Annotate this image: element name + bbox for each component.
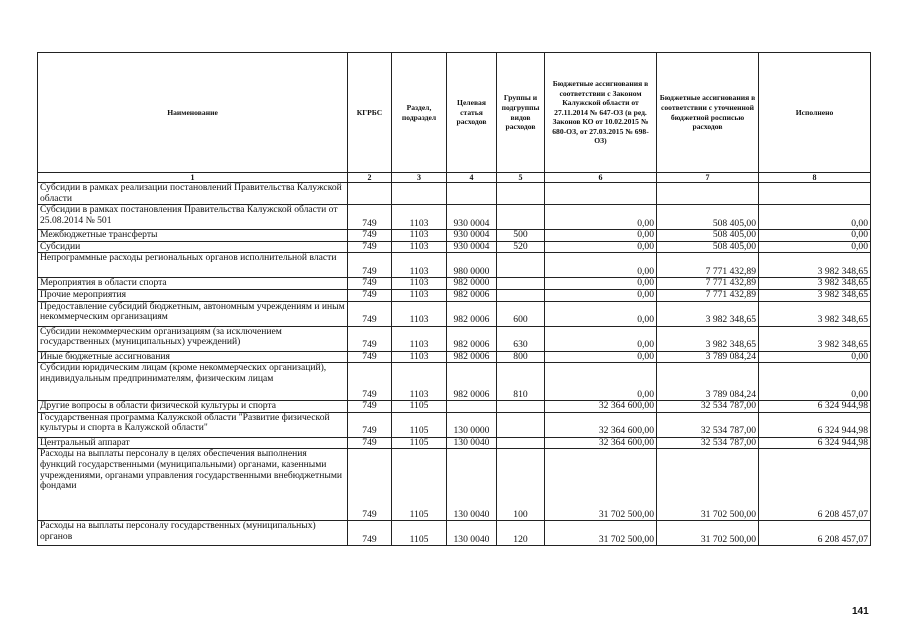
row-expense-type-cell bbox=[497, 205, 545, 230]
row-refined-allocation-cell: 3 789 084,24 bbox=[657, 363, 759, 401]
table-row bbox=[38, 253, 871, 278]
row-name-cell: Другие вопросы в области физической культуры и спорта bbox=[38, 401, 348, 413]
row-kgrbs-cell: 749 bbox=[348, 363, 392, 401]
row-expense-type-cell: 600 bbox=[497, 301, 545, 326]
row-law-allocation-cell: 32 364 600,00 bbox=[545, 437, 657, 449]
column-number: 4 bbox=[447, 173, 497, 183]
row-kgrbs-cell bbox=[348, 183, 392, 205]
row-article-cell: 130 0040 bbox=[447, 521, 497, 546]
row-article-cell: 982 0006 bbox=[447, 301, 497, 326]
row-kgrbs-cell: 749 bbox=[348, 401, 392, 413]
table-row bbox=[38, 278, 871, 290]
column-number: 5 bbox=[497, 173, 545, 183]
row-article-cell bbox=[447, 401, 497, 413]
row-kgrbs-cell: 749 bbox=[348, 230, 392, 242]
page-number: 141 bbox=[852, 606, 869, 617]
row-section-cell: 1105 bbox=[392, 521, 447, 546]
row-article-cell: 130 0040 bbox=[447, 449, 497, 521]
row-kgrbs-cell: 749 bbox=[348, 437, 392, 449]
row-expense-type-cell: 800 bbox=[497, 351, 545, 363]
row-law-allocation-cell: 31 702 500,00 bbox=[545, 449, 657, 521]
row-expense-type-cell bbox=[497, 289, 545, 301]
row-refined-allocation-cell: 7 771 432,89 bbox=[657, 278, 759, 290]
table-row bbox=[38, 437, 871, 449]
row-name-cell: Субсидии в рамках постановления Правительства Калужской области от 25.08.2014 № 501 bbox=[38, 205, 348, 230]
row-section-cell: 1103 bbox=[392, 205, 447, 230]
header-expense-type: Группы и подгруппы видов расходов bbox=[497, 53, 545, 173]
row-name-cell: Субсидии в рамках реализации постановлений Правительства Калужской области bbox=[38, 183, 348, 205]
row-law-allocation-cell: 0,00 bbox=[545, 289, 657, 301]
row-executed-cell: 0,00 bbox=[759, 351, 871, 363]
row-expense-type-cell bbox=[497, 412, 545, 437]
row-name-cell: Прочие мероприятия bbox=[38, 289, 348, 301]
row-section-cell: 1103 bbox=[392, 230, 447, 242]
row-refined-allocation-cell: 508 405,00 bbox=[657, 230, 759, 242]
row-refined-allocation-cell: 7 771 432,89 bbox=[657, 289, 759, 301]
row-law-allocation-cell: 31 702 500,00 bbox=[545, 521, 657, 546]
row-section-cell: 1103 bbox=[392, 278, 447, 290]
row-section-cell: 1103 bbox=[392, 241, 447, 253]
row-article-cell: 930 0004 bbox=[447, 205, 497, 230]
row-refined-allocation-cell: 31 702 500,00 bbox=[657, 449, 759, 521]
row-law-allocation-cell: 0,00 bbox=[545, 278, 657, 290]
budget-table bbox=[37, 52, 871, 546]
row-name-cell: Субсидии юридическим лицам (кроме некоммерческих организаций), индивидуальным предпринимателям, физическим лицам bbox=[38, 363, 348, 401]
row-kgrbs-cell: 749 bbox=[348, 449, 392, 521]
row-kgrbs-cell: 749 bbox=[348, 253, 392, 278]
row-section-cell: 1105 bbox=[392, 412, 447, 437]
row-name-cell: Предоставление субсидий бюджетным, автономным учреждениям и иным некоммерческим организациям bbox=[38, 301, 348, 326]
row-expense-type-cell bbox=[497, 437, 545, 449]
row-section-cell: 1103 bbox=[392, 301, 447, 326]
row-name-cell: Государственная программа Калужской области "Развитие физической культуры и спорта в Калужской области" bbox=[38, 412, 348, 437]
row-kgrbs-cell: 749 bbox=[348, 521, 392, 546]
row-section-cell bbox=[392, 183, 447, 205]
row-section-cell: 1103 bbox=[392, 289, 447, 301]
row-executed-cell: 3 982 348,65 bbox=[759, 278, 871, 290]
row-expense-type-cell bbox=[497, 278, 545, 290]
row-executed-cell: 6 324 944,98 bbox=[759, 401, 871, 413]
row-name-cell: Иные бюджетные ассигнования bbox=[38, 351, 348, 363]
row-kgrbs-cell: 749 bbox=[348, 278, 392, 290]
row-article-cell: 930 0004 bbox=[447, 241, 497, 253]
row-executed-cell: 3 982 348,65 bbox=[759, 289, 871, 301]
row-article-cell: 980 0000 bbox=[447, 253, 497, 278]
row-executed-cell: 3 982 348,65 bbox=[759, 301, 871, 326]
row-kgrbs-cell: 749 bbox=[348, 326, 392, 351]
column-number: 8 bbox=[759, 173, 871, 183]
row-executed-cell: 3 982 348,65 bbox=[759, 326, 871, 351]
row-name-cell: Субсидии bbox=[38, 241, 348, 253]
row-executed-cell: 0,00 bbox=[759, 230, 871, 242]
row-expense-type-cell: 810 bbox=[497, 363, 545, 401]
row-section-cell: 1105 bbox=[392, 401, 447, 413]
row-article-cell: 982 0000 bbox=[447, 278, 497, 290]
row-article-cell: 930 0004 bbox=[447, 230, 497, 242]
column-number: 3 bbox=[392, 173, 447, 183]
row-section-cell: 1103 bbox=[392, 326, 447, 351]
row-name-cell: Субсидии некоммерческим организациям (за исключением государственных (муниципальных) учреждений) bbox=[38, 326, 348, 351]
row-expense-type-cell: 120 bbox=[497, 521, 545, 546]
table-row bbox=[38, 412, 871, 437]
row-expense-type-cell: 500 bbox=[497, 230, 545, 242]
row-refined-allocation-cell: 32 534 787,00 bbox=[657, 412, 759, 437]
row-law-allocation-cell: 32 364 600,00 bbox=[545, 401, 657, 413]
row-refined-allocation-cell: 3 789 084,24 bbox=[657, 351, 759, 363]
row-law-allocation-cell: 0,00 bbox=[545, 205, 657, 230]
header-row bbox=[38, 53, 871, 173]
row-section-cell: 1105 bbox=[392, 437, 447, 449]
row-law-allocation-cell: 0,00 bbox=[545, 351, 657, 363]
row-article-cell: 982 0006 bbox=[447, 363, 497, 401]
table-row bbox=[38, 183, 871, 205]
row-expense-type-cell: 630 bbox=[497, 326, 545, 351]
table-row bbox=[38, 401, 871, 413]
row-executed-cell: 0,00 bbox=[759, 241, 871, 253]
row-executed-cell: 3 982 348,65 bbox=[759, 253, 871, 278]
row-name-cell: Расходы на выплаты персоналу государственных (муниципальных) органов bbox=[38, 521, 348, 546]
row-executed-cell: 0,00 bbox=[759, 363, 871, 401]
row-law-allocation-cell: 0,00 bbox=[545, 241, 657, 253]
row-law-allocation-cell: 0,00 bbox=[545, 301, 657, 326]
row-executed-cell bbox=[759, 183, 871, 205]
row-article-cell: 130 0000 bbox=[447, 412, 497, 437]
row-kgrbs-cell: 749 bbox=[348, 289, 392, 301]
row-executed-cell: 6 324 944,98 bbox=[759, 437, 871, 449]
column-number: 7 bbox=[657, 173, 759, 183]
header-refined-allocation: Бюджетные ассигнования в соответствии с уточненной бюджетной росписью расходов bbox=[657, 53, 759, 173]
table-row bbox=[38, 363, 871, 401]
row-law-allocation-cell: 0,00 bbox=[545, 253, 657, 278]
table-row bbox=[38, 326, 871, 351]
row-expense-type-cell bbox=[497, 183, 545, 205]
row-refined-allocation-cell: 32 534 787,00 bbox=[657, 401, 759, 413]
table-row bbox=[38, 301, 871, 326]
row-name-cell: Расходы на выплаты персоналу в целях обеспечения выполнения функций государственными (муниципальными) органами, казенными учреждениями, органами управления государственными внебюджетными фондами bbox=[38, 449, 348, 521]
header-law-allocation: Бюджетные ассигнования в соответствии с Законом Калужской области от 27.11.2014 № 647-ОЗ (в ред. Законов КО от 10.02.2015 № 680-ОЗ, от 27.03.2015 № 698-ОЗ) bbox=[545, 53, 657, 173]
row-article-cell: 982 0006 bbox=[447, 326, 497, 351]
table-row bbox=[38, 289, 871, 301]
column-number: 1 bbox=[38, 173, 348, 183]
row-refined-allocation-cell: 31 702 500,00 bbox=[657, 521, 759, 546]
row-refined-allocation-cell: 7 771 432,89 bbox=[657, 253, 759, 278]
row-executed-cell: 6 324 944,98 bbox=[759, 412, 871, 437]
header-name: Наименование bbox=[38, 53, 348, 173]
row-kgrbs-cell: 749 bbox=[348, 205, 392, 230]
row-law-allocation-cell: 0,00 bbox=[545, 326, 657, 351]
row-refined-allocation-cell: 32 534 787,00 bbox=[657, 437, 759, 449]
row-refined-allocation-cell: 508 405,00 bbox=[657, 205, 759, 230]
row-expense-type-cell bbox=[497, 401, 545, 413]
row-section-cell: 1103 bbox=[392, 253, 447, 278]
table-row bbox=[38, 521, 871, 546]
row-expense-type-cell: 100 bbox=[497, 449, 545, 521]
row-law-allocation-cell: 0,00 bbox=[545, 363, 657, 401]
header-section: Раздел, подраздел bbox=[392, 53, 447, 173]
column-number-row bbox=[38, 173, 871, 183]
row-article-cell: 982 0006 bbox=[447, 351, 497, 363]
row-article-cell: 130 0040 bbox=[447, 437, 497, 449]
row-law-allocation-cell: 0,00 bbox=[545, 230, 657, 242]
row-name-cell: Центральный аппарат bbox=[38, 437, 348, 449]
row-law-allocation-cell: 32 364 600,00 bbox=[545, 412, 657, 437]
row-expense-type-cell bbox=[497, 253, 545, 278]
header-kgrbs: КГРБС bbox=[348, 53, 392, 173]
header-target-article: Целевая статья расходов bbox=[447, 53, 497, 173]
table-row bbox=[38, 230, 871, 242]
row-refined-allocation-cell bbox=[657, 183, 759, 205]
row-kgrbs-cell: 749 bbox=[348, 412, 392, 437]
table-row bbox=[38, 205, 871, 230]
row-name-cell: Непрограммные расходы региональных органов исполнительной власти bbox=[38, 253, 348, 278]
header-executed: Исполнено bbox=[759, 53, 871, 173]
row-kgrbs-cell: 749 bbox=[348, 351, 392, 363]
row-executed-cell: 0,00 bbox=[759, 205, 871, 230]
row-section-cell: 1103 bbox=[392, 363, 447, 401]
table-row bbox=[38, 351, 871, 363]
row-section-cell: 1103 bbox=[392, 351, 447, 363]
row-expense-type-cell: 520 bbox=[497, 241, 545, 253]
row-executed-cell: 6 208 457,07 bbox=[759, 449, 871, 521]
row-kgrbs-cell: 749 bbox=[348, 241, 392, 253]
table-body bbox=[38, 183, 871, 546]
row-refined-allocation-cell: 3 982 348,65 bbox=[657, 326, 759, 351]
row-kgrbs-cell: 749 bbox=[348, 301, 392, 326]
column-number: 2 bbox=[348, 173, 392, 183]
row-article-cell: 982 0006 bbox=[447, 289, 497, 301]
row-name-cell: Мероприятия в области спорта bbox=[38, 278, 348, 290]
column-number: 6 bbox=[545, 173, 657, 183]
table-row bbox=[38, 241, 871, 253]
row-executed-cell: 6 208 457,07 bbox=[759, 521, 871, 546]
row-refined-allocation-cell: 508 405,00 bbox=[657, 241, 759, 253]
row-law-allocation-cell bbox=[545, 183, 657, 205]
row-refined-allocation-cell: 3 982 348,65 bbox=[657, 301, 759, 326]
table-row bbox=[38, 449, 871, 521]
row-section-cell: 1105 bbox=[392, 449, 447, 521]
row-name-cell: Межбюджетные трансферты bbox=[38, 230, 348, 242]
row-article-cell bbox=[447, 183, 497, 205]
